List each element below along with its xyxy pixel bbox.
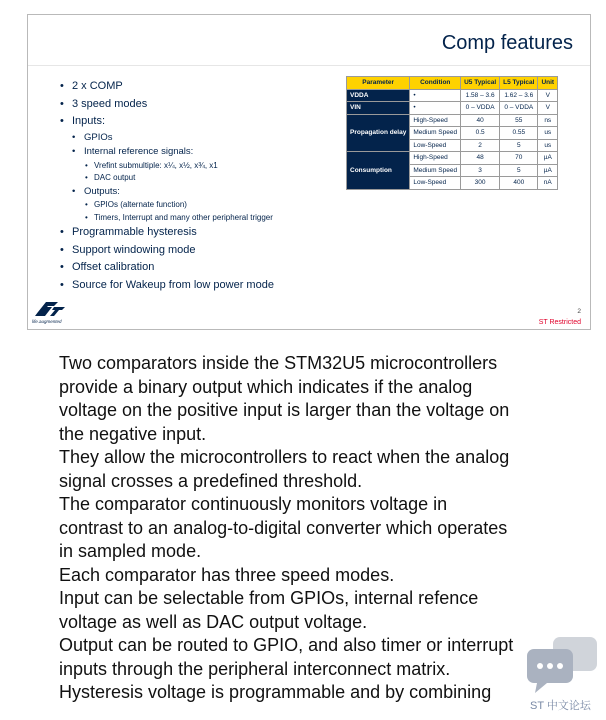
speaker-notes (59, 352, 579, 705)
bullet-item: • Programmable hysteresis (60, 224, 340, 242)
table-cell-u5: 2 (461, 139, 500, 152)
table-header-cell: U5 Typical (461, 77, 500, 90)
page-number: 2 (577, 308, 581, 315)
note-line: Input can be selectable from GPIOs, internal refence (59, 588, 479, 608)
note-line: provide a binary output which indicates if the analog (59, 376, 473, 397)
table-cell-l5: 1.62 – 3.6 (500, 89, 538, 102)
row-parameter: Consumption (347, 152, 410, 190)
table-cell-u5: 3 (461, 164, 500, 177)
table-cell-l5: 5 (500, 164, 538, 177)
table-cell-l5: 0 – VDDA (500, 102, 538, 115)
table-cell-unit: V (538, 102, 558, 115)
table-cell-u5: 48 (461, 152, 500, 165)
note-line: voltage on the positive input is larger than the voltage on (59, 400, 510, 420)
table-cell-cond: Low-Speed (410, 177, 461, 190)
slide (27, 14, 591, 330)
row-parameter: VIN (347, 102, 410, 115)
row-parameter: VDDA (347, 89, 410, 102)
table-cell-unit: ns (538, 114, 558, 127)
table-cell-l5: 0.55 (500, 127, 538, 140)
bullet-item: • Internal reference signals: (60, 145, 340, 160)
table-cell-u5: 0 – VDDA (461, 102, 500, 115)
title-divider (28, 65, 590, 66)
table-cell-cond: • (410, 102, 461, 115)
table-row (347, 102, 558, 115)
table-cell-cond: • (410, 89, 461, 102)
table-cell-cond: Medium Speed (410, 164, 461, 177)
table-cell-l5: 5 (500, 139, 538, 152)
note-line: Two comparators inside the STM32U5 microcontrollers (59, 353, 498, 373)
note-line: the negative input. (59, 423, 207, 444)
bullet-item: • Outputs: (60, 185, 340, 200)
table-cell-l5: 70 (500, 152, 538, 165)
table-cell-l5: 400 (500, 177, 538, 190)
note-line: Hysteresis voltage is programmable and by combining (59, 682, 492, 702)
bullet-item: • GPIOs (alternate function) (60, 199, 340, 212)
note-line: Output can be routed to GPIO, and also timer or interrupt (59, 635, 514, 655)
spec-table (346, 76, 558, 190)
table-cell-cond: Low-Speed (410, 139, 461, 152)
table-cell-u5: 40 (461, 114, 500, 127)
note-line: They allow the microcontrollers to react when the analog (59, 447, 510, 467)
note-line: Each comparator has three speed modes. (59, 564, 395, 585)
bullet-item: • DAC output (60, 172, 340, 185)
note-line: in sampled mode. (59, 541, 202, 561)
note-line: voltage as well as DAC output voltage. (59, 611, 368, 632)
table-cell-unit: nA (538, 177, 558, 190)
forum-label: ST 中文论坛 (530, 700, 591, 712)
restricted-label: ST Restricted (538, 319, 581, 326)
chat-bubble-icon (523, 633, 603, 697)
table-cell-cond: Medium Speed (410, 127, 461, 140)
bullet-list (60, 78, 340, 295)
st-logo (32, 296, 82, 329)
logo-tagline: life.augmented (32, 319, 62, 324)
table-cell-unit: µA (538, 152, 558, 165)
table-header-cell: L5 Typical (500, 77, 538, 90)
table-header-cell: Condition (410, 77, 461, 90)
table-cell-cond: High-Speed (410, 114, 461, 127)
table-row (347, 89, 558, 102)
note-line: The comparator continuously monitors voltage in (59, 494, 448, 514)
table-cell-u5: 1.58 – 3.6 (461, 89, 500, 102)
bullet-item: • Offset calibration (60, 259, 340, 277)
note-line: contrast to an analog-to-digital converter which operates (59, 517, 508, 538)
table-cell-cond: High-Speed (410, 152, 461, 165)
table-row (347, 114, 558, 127)
table-cell-u5: 300 (461, 177, 500, 190)
table-cell-unit: µA (538, 164, 558, 177)
table-cell-unit: us (538, 127, 558, 140)
bullet-item: • Vrefint submultiple: x¼, x½, x¾, x1 (60, 160, 340, 173)
bullet-item: • 2 x COMP (60, 78, 340, 96)
bullet-item: • Timers, Interrupt and many other peripheral trigger (60, 212, 340, 225)
bullet-item: • Source for Wakeup from low power mode (60, 277, 340, 295)
bullet-item: • Inputs: (60, 113, 340, 131)
slide-title: Comp features (441, 32, 573, 54)
bullet-item: • GPIOs (60, 131, 340, 146)
note-line: signal crosses a predefined threshold. (59, 470, 363, 491)
table-row (347, 152, 558, 165)
bullet-item: • Support windowing mode (60, 242, 340, 260)
bullet-item: • 3 speed modes (60, 96, 340, 114)
table-cell-u5: 0.5 (461, 127, 500, 140)
table-header-cell: Unit (538, 77, 558, 90)
row-parameter: Propagation delay (347, 114, 410, 152)
table-cell-l5: 55 (500, 114, 538, 127)
table-header-cell: Parameter (347, 77, 410, 90)
table-cell-unit: V (538, 89, 558, 102)
table-cell-unit: us (538, 139, 558, 152)
note-line: inputs through the peripheral interconnect matrix. (59, 658, 451, 679)
